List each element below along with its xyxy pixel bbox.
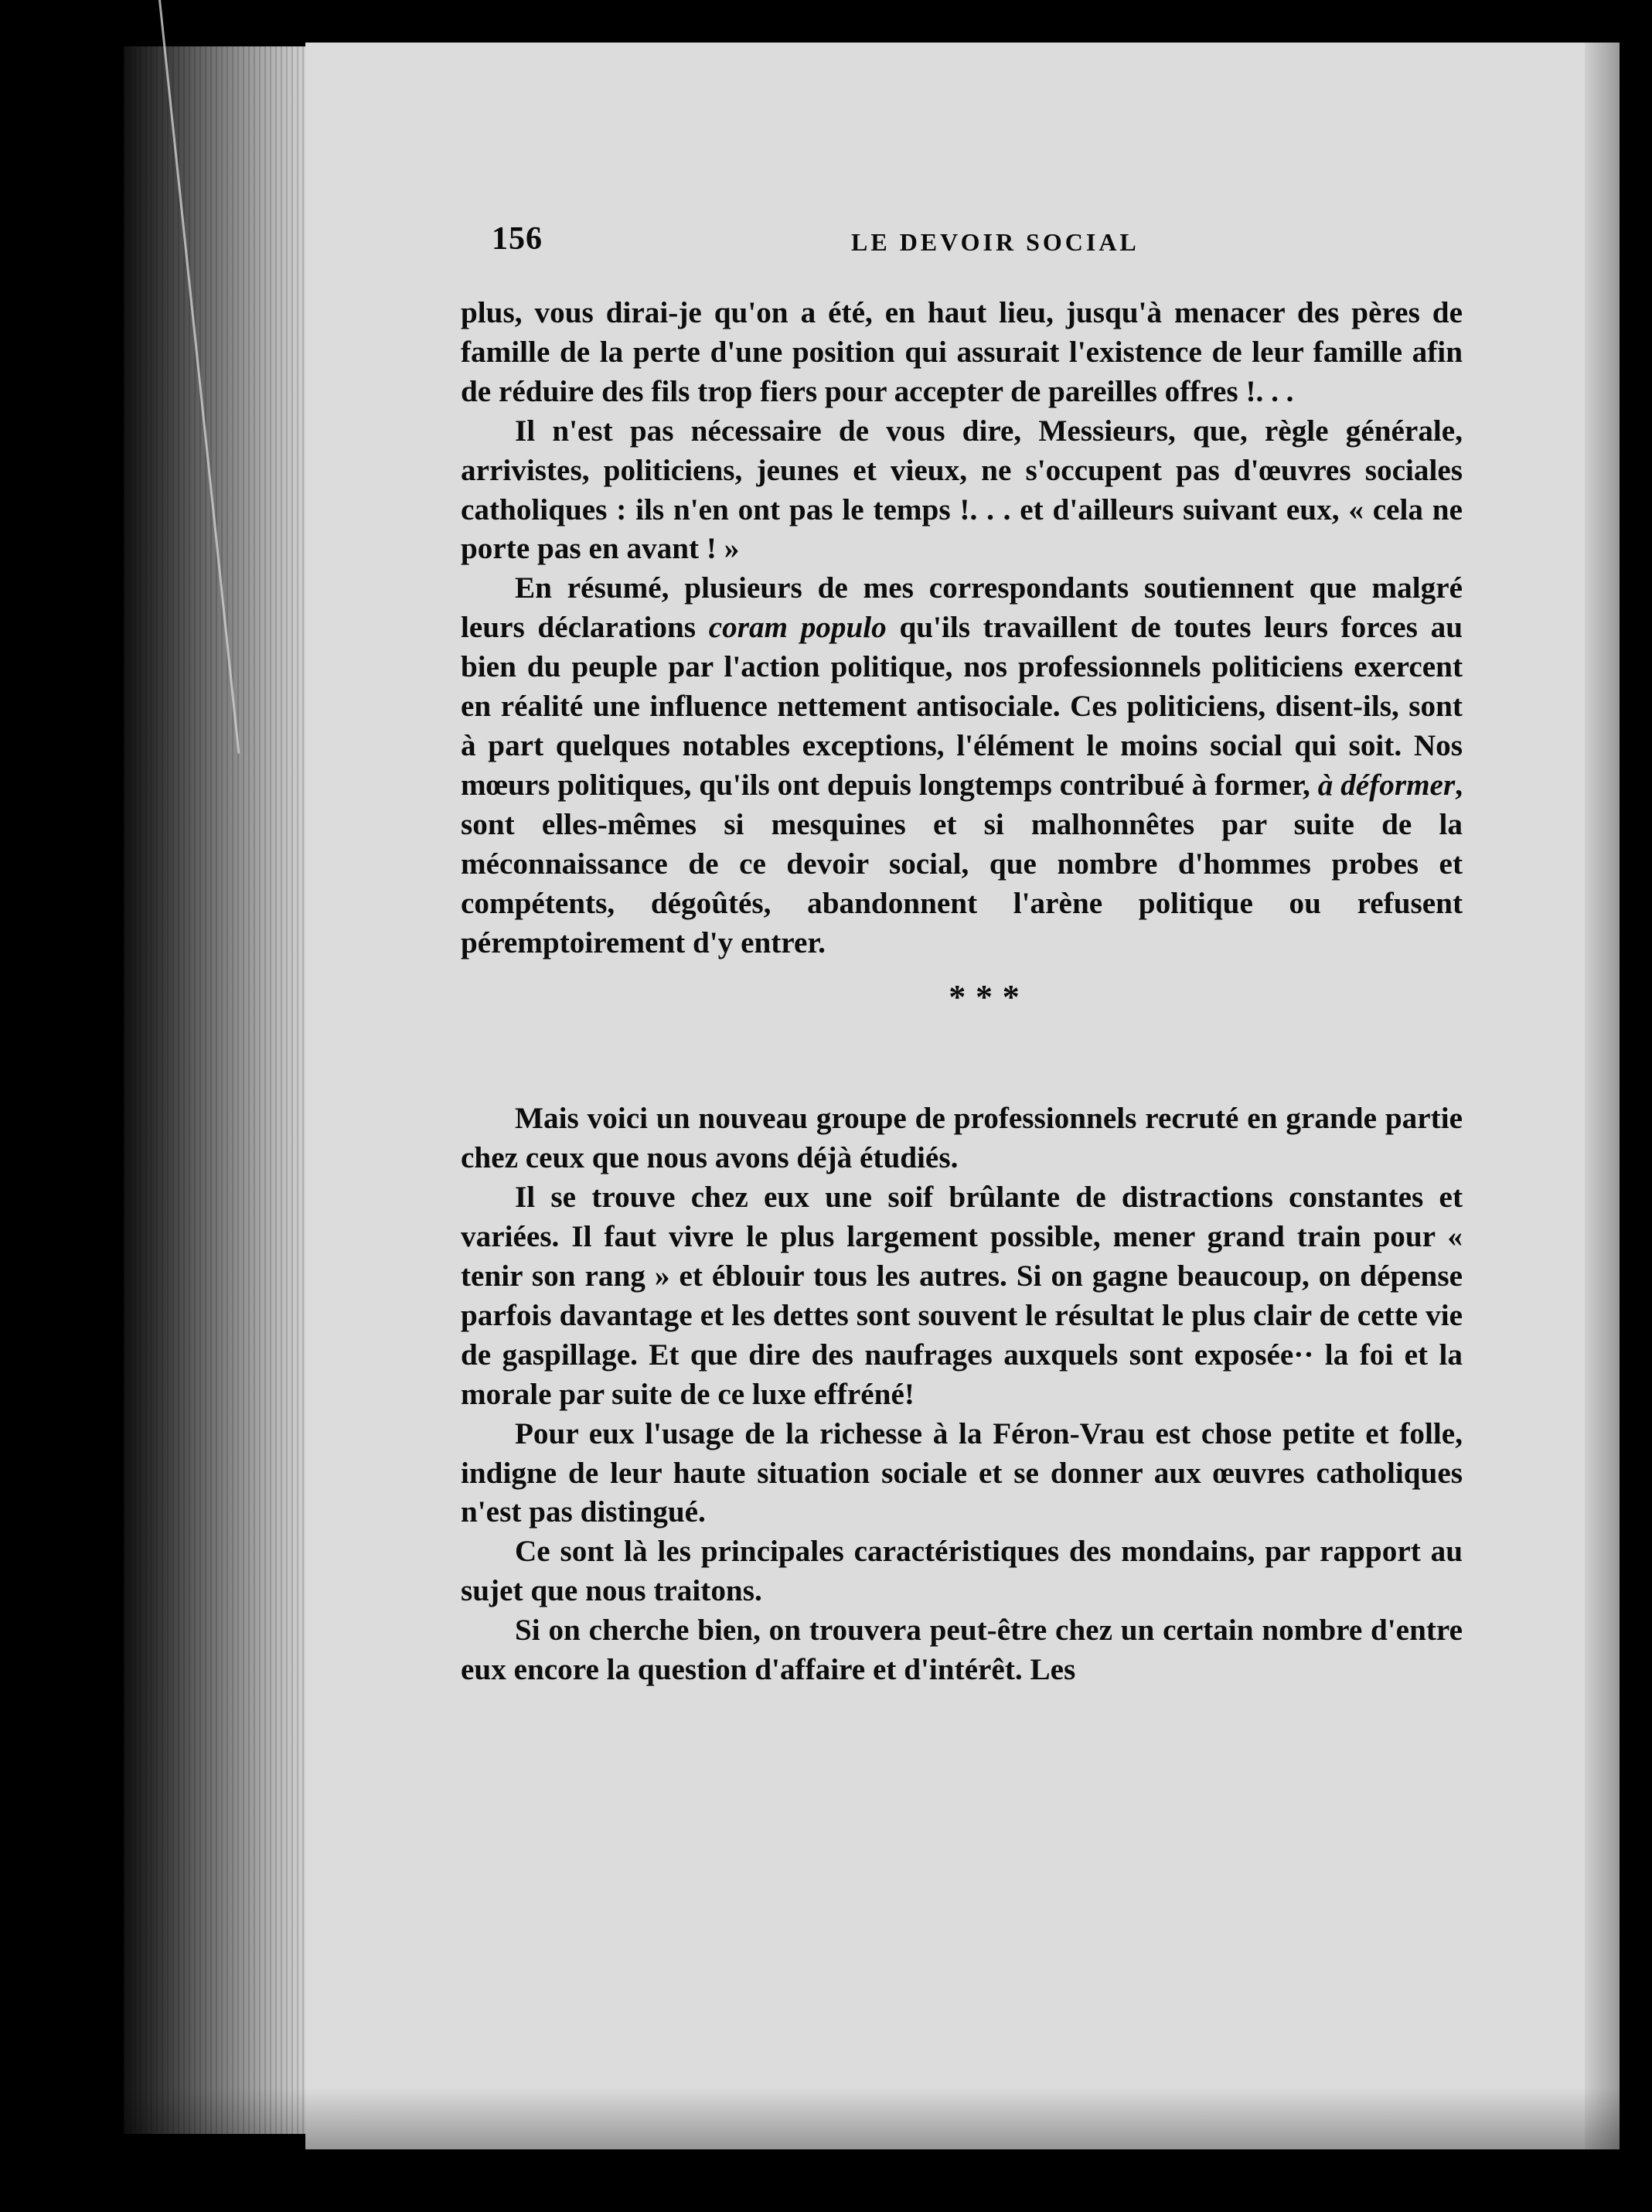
paragraph: Pour eux l'usage de la richesse à la Féron-Vrau est chose petite et folle, indigne de leur haute situation sociale et se donner aux œuvres catholiques n'est pas distingué.	[461, 1416, 1463, 1529]
paragraph: Il n'est pas nécessaire de vous dire, Messieurs, que, règle générale, arrivistes, politiciens, jeunes et vieux, ne s'occupent pas d'œuvres sociales catholiques : ils n'en ont pas le temps !. . . et d'ailleurs suivant eux, « cela ne porte pas en avant ! »	[461, 414, 1463, 566]
section-asterism: * * *	[949, 978, 1021, 1017]
page-bottom-shadow	[124, 2088, 1620, 2157]
paragraph: Si on cherche bien, on trouvera peut-être chez un certain nombre d'entre eux encore la question d'affaire et d'intérêt. Les	[461, 1614, 1463, 1687]
italic-phrase: à déformer	[1317, 768, 1456, 802]
page-header	[492, 220, 1466, 267]
paragraph: plus, vous dirai-je qu'on a été, en haut lieu, jusqu'à menacer des pères de famille de la perte d'une position qui assurait l'existence de leur famille afin de réduire des fils trop fiers pour accepter de pareilles offres !. . .	[461, 296, 1463, 408]
paragraph: Ce sont là les principales caractéristiques des mondains, par rapport au sujet que nous traitons.	[461, 1535, 1463, 1608]
paragraph-text: , sont elles-mêmes si mesquines et si malhonnêtes par suite de la méconnaissance de ce devoir social, que nombre d'hommes probes et compétents, dégoûtés, abandonnent l'arène politique ou refusent péremptoirement d'y entrer.	[461, 768, 1463, 959]
section-gap	[461, 1032, 1463, 1099]
page-number: 156	[492, 221, 543, 257]
italic-phrase: coram populo	[708, 611, 887, 645]
page-right-shadow	[1585, 43, 1620, 2149]
paragraph: Mais voici un nouveau groupe de professionnels recruté en grande partie chez ceux que nous avons déjà étudiés.	[461, 1102, 1463, 1175]
paragraph-text: qu'ils travaillent de toutes leurs forces au bien du peuple par l'action politique, nos professionnels politiciens exercent en réalité une influence nettement antisociale. Ces politiciens, disent-ils, sont à part quelques notables exceptions, l'élément le moins social qui soit. Nos mœurs politiques, qu'ils ont depuis longtemps contribué à former,	[461, 611, 1463, 802]
paragraph-text: En résumé, plusieurs de mes correspondants soutiennent que malgré leurs déclarations	[461, 571, 1463, 645]
paragraph	[461, 569, 1463, 963]
book-page-edge-lines	[124, 46, 325, 2134]
running-title: LE DEVOIR SOCIAL	[851, 228, 1139, 256]
page-body	[461, 294, 1463, 1690]
paragraph: Il se trouve chez eux une soif brûlante de distractions constantes et variées. Il faut vivre le plus largement possible, mener grand train pour « tenir son rang » et éblouir tous les autres. Si on gagne beaucoup, on dépense parfois davantage et les dettes sont souvent le résultat le plus clair de cette vie de gaspillage. Et que dire des naufrages auxquels sont exposée·· la foi et la morale par suite de ce luxe effréné!	[461, 1181, 1463, 1411]
